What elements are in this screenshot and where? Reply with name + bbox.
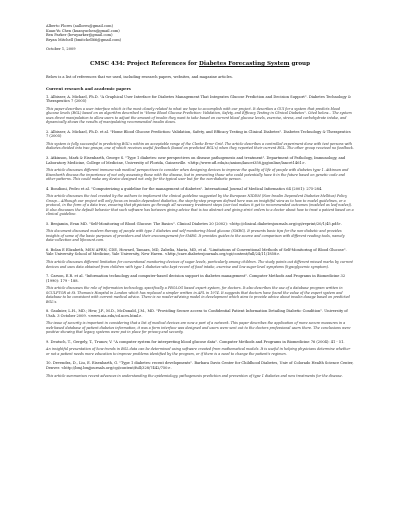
reference-citation: 8. Gaulnier, L.H., MD.; Hew, J.F., M.D., McDonald, J.M., MD. "Providing Secure access to Confidential Patient Information Detailing Diabetic Condition". University of Utah. 3 October 2009. <www.uia.edu/cd.ucrs.html>.	[46, 309, 348, 318]
title-suffix: group	[289, 60, 311, 67]
reference-citation: 9. Deutsch, T., Gergely, T., Trunov, V. "A computer system for interpreting blood glucose data". Computer Methods and Programs in Biomedicine 76 (2004): 41 - 51.	[46, 339, 345, 344]
reference-entry	[46, 187, 354, 217]
reference-description: This article summarizes recent advances in understanding the epidemiology, pathogenesis prediction and prevention of type 1 diabetes and new treatments for the disease.	[46, 373, 343, 378]
reference-description: This document discussed modern therapy of people with type 1 diabetes and self-monitoring blood glucose (SMBG). It presents basic tips for the non-diabetic and provides insights of some of the basic purposes of providers and their encouragement for SMBG. It provides guides to the source and comparison with different reading tools, namely data-collection and lifecount.com.	[46, 229, 345, 243]
author-list	[46, 24, 354, 42]
reference-citation: 1. Albisser, A. Michael, Ph.D. "A Graphical User Interface for Diabetes Management That Integrates Glucose Prediction and Decision Support". Diabetes Technology & Therapeutics 7 (2005)	[46, 94, 352, 104]
reference-entry	[46, 222, 354, 243]
intro-paragraph: Below is a list of references that we used, including research papers, websites, and magazine articles.	[46, 74, 233, 79]
reference-description: An insightful presentation of how trends in BGL data can be determined using software created from mathematical models. It is useful in helping physicians determine whether or not a patient needs more education to improve problems identified by the program, or if there is a need to change the patient's regimen.	[46, 347, 351, 356]
reference-citation: 6. Bolan E Elizabeth, MSN APRN, CDE, Howard, Tamara, MD, Zabelia, Maria, MD, et al. "Limitations of Conventional Methods of Self-Monitoring of Blood Glucose". Yale University School of Medicine, Yale University, New Haven. <http://care.diabetesjournals.org/cgi/content/full/24/11/1858>.	[46, 247, 347, 257]
author-line: Alberto Flores (aallores@gmail.com)	[46, 24, 113, 28]
reference-description: The issue of security is important in considering that a list of medical devices are now a part of a network. This paper describes the application of more secure measures in a web-based database of patient diabetes information, it was a form interface was designed and users were sent out to the doctors professional users there. The conclusions were positive showing that legacy systems were put in place for privacy and security.	[46, 321, 351, 335]
reference-entry	[46, 248, 354, 269]
reference-citation: 3. Atkinson, Mark & Eisenbarth, George S. "Type 1 diabetes: new perspectives on disease pathogenesis and treatment". Department of Pathology, Immunology, and Laboratory Medicine, College of Medicine, University of Florida, Gainesville. <http://www.ufl.edu/ac/axiom/lancet358.jpg/online/lancet1461>.	[46, 155, 346, 165]
reference-entry	[46, 361, 354, 378]
author-line: Kuan-Yu Chen (kuanyuchen@gmail.com)	[46, 28, 120, 33]
reference-entry	[46, 130, 354, 151]
reference-description: This system is fully successful in predicting BGL's within an acceptable range of the Clarke Error Grid. The article describes a controlled experiment done with test persons with diabetes divided into two groups, one of which receives useful feedback (based on predicted BGL's) when they reported their current BGL. The other group received no feedback.	[46, 141, 354, 151]
reference-citation: 4. Bondioni, Pedro et al. "Computerizing a guideline for the management of diabetes". International Journal of Medical Informatics 64 (2001): 275-284.	[46, 186, 323, 191]
author-line: Bryan Mitchell (bmitchell66@gmail.com)	[46, 37, 122, 42]
reference-description: This article discusses different immuno-sub medical perspectives to consider when designing devices to improve the quality of life of people with diabetes type 1. Atkinson and Eisenbarth discuss the importance of not only assessing those with the disease, but in preventing those who could potentially have it in the future based on genetic code and other patterns. This could make any device designed not only for the typical user but for the non-diabetic person.	[46, 168, 349, 182]
reference-entry	[46, 340, 354, 357]
reference-citation: 2. Albisser, A. Michael, Ph.D. et al. "Home Blood Glucose Prediction: Validation, Safety, and Efficacy Testing in Clinical Diabetes". Diabetes Technology & Therapeutics 7 (2005)	[46, 129, 351, 139]
title-project-name: Diabetes Forecasting System	[198, 60, 290, 67]
reference-citation: 7. Carson, E.R. et al. "Information technology and computer-based decision support in diabetes management". Computer Methods and Programs in Biomedicine 32 (1990): 179 - 188.	[46, 274, 346, 283]
document-title	[46, 61, 354, 67]
section-heading: Current research and academic papers	[46, 85, 131, 91]
reference-citation: 10. Devendra, D., Liu, E. Eisenbarth, G. "Type 1 diabetes: recent developments". Barbara Davis Center for Childhood Diabetes, Univ of Colorado Health Science Center, Denver. <http://bmj.bmjjournals.org/cgi/content/full/328/7442/750>.	[46, 361, 354, 371]
reference-description: This article discusses the role of information technology, specifically a PROLOG based expert system, for doctors. It also describes the use of a database program written in SCULPTOR at St. Thomas's Hospital in London which has replaced a simpler written in APL in 1974. It suggests that doctors have found the value of the expert system and database to be consistent with current medical advice. There is no reader advising model in development which aims to provide advice about insulin dosage based on predicted BGL's.	[46, 286, 350, 304]
title-prefix: CMSC 434: Project References for	[89, 60, 199, 67]
reference-description: This article discusses the tool created by the authors to implement the clinical guideline suggested by the European NIDDM (Non-Insulin Dependent Diabetes Mellitus) Policy Group... Although our project will only focus on insulin dependent diabetics, the step-by-step program defined here was an insightful view as to how to model guidelines, or a protocol, in the form of a data tree, ensuring that physicians go through all necessary treatment steps (our tool makes it get to recommended outcomes (modeled as leaf nodes)). It also discusses the default behavior that such software has between giving advice that is too abstract and giving strict orders to a doctor about how to treat a patient based on a clinical guideline.	[46, 194, 354, 217]
reference-entry	[46, 309, 354, 335]
reference-citation: 5. Benjamin, Evan MD. "Self-Monitoring of Blood Glucose: The Basics". Clinical Diabetes 20 (2002): <http://clinical.diabetesjournals.org/cgi/reprint/20/1/45.pdf>.	[46, 221, 342, 226]
author-line: Ben Parker (bewparker@gmail.com)	[46, 33, 113, 38]
reference-entry	[46, 274, 354, 304]
reference-entry	[46, 95, 354, 125]
reference-entry	[46, 156, 354, 182]
reference-description: This article discusses different limitation for conventional monitoring devices of sugar levels, particularly among children. The study points out different missed marks by current devices and uses data obtained from children with type 1 diabetes who kept record of food intake, exercise and low sugar level symptoms (hypoglycemic symptom).	[46, 260, 353, 269]
reference-description: This paper describes a user interface which is the most closely related to what we hope to accomplish with our project. It describes a GUI for a system that predicts blood glucose levels (BGL) based on an algorithm described in "Home Blood Glucose Prediction: Validation, Safety, and Efficacy Testing in Clinical Diabetes". Cited below... The system uses direct manipulation to allow users to adjust the amount of insulin they want to take based on current blood glucose levels, exercise, stress, and carbohydrate intake, and dynamically shows the results of manipulating recommended insulin doses.	[46, 106, 352, 125]
document-date: October 1, 2009	[46, 47, 76, 52]
